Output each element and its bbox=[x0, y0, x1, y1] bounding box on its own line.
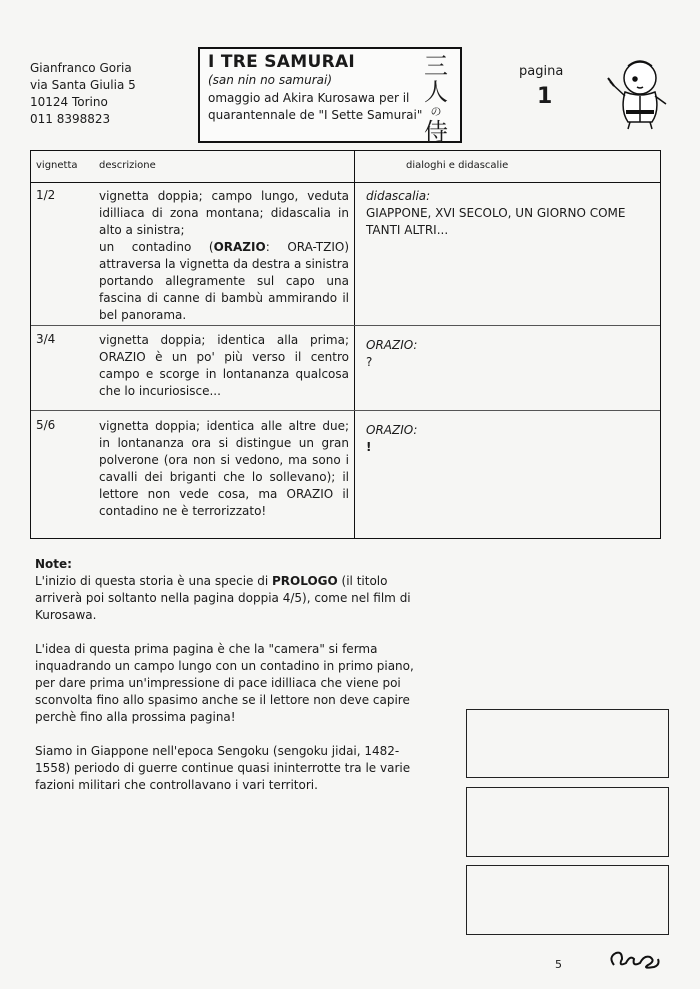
header-dialoghi: dialoghi e didascalie bbox=[406, 160, 509, 171]
notes-p1-a: L'inizio di questa storia è una specie di bbox=[35, 574, 272, 588]
script-table bbox=[30, 150, 661, 539]
row-dialog bbox=[366, 188, 651, 239]
notes-p1-bold: PROLOGO bbox=[272, 574, 338, 588]
row-vignetta: 1/2 bbox=[36, 188, 56, 202]
dialog-text: ! bbox=[366, 440, 372, 454]
row-vignetta: 5/6 bbox=[36, 418, 56, 432]
tribute-line-1: omaggio ad Akira Kurosawa per il bbox=[208, 91, 410, 105]
thumbnail-box-3 bbox=[466, 865, 669, 935]
table-row bbox=[31, 182, 660, 326]
author-city: 10124 Torino bbox=[30, 95, 108, 109]
row-dialog bbox=[366, 337, 651, 371]
row-description bbox=[99, 188, 349, 324]
author-block bbox=[30, 60, 136, 128]
footer-page-number: 5 bbox=[555, 958, 562, 971]
header-vignetta: vignetta bbox=[36, 160, 78, 171]
desc-part-c: : ORA-TZIO) attraversa la vignetta da destra a sinistra portando allegramente sul capo una fascina di canne di bambù ammirando il bel panorama. bbox=[99, 240, 350, 322]
author-street: via Santa Giulia 5 bbox=[30, 78, 136, 92]
desc-part-b: un contadino ( bbox=[99, 240, 214, 254]
kanji-char-4: 侍 bbox=[424, 118, 448, 146]
kanji-char-1: 三 bbox=[424, 52, 448, 80]
desc-part-a: vignetta doppia; campo lungo, veduta idilliaca di zona montana; didascalia in alto a sinistra; bbox=[99, 189, 349, 237]
kanji-char-2: 人 bbox=[424, 78, 448, 106]
notes-paragraph-1 bbox=[35, 573, 425, 624]
row-description: vignetta doppia; identica alle altre due; in lontananza ora si distingue un gran polverone (ora non si vedono, ma sono i cavalli dei briganti che lo sollevano); il lettore non vede cosa, ma ORAZIO il contadino ne è terrorizzato! bbox=[99, 419, 349, 518]
author-phone: 011 8398823 bbox=[30, 112, 111, 126]
row-description: vignetta doppia; identica alla prima; ORAZIO è un po' più verso il centro campo e scorge in lontananza qualcosa che lo incuriosisce... bbox=[99, 333, 349, 398]
story-title: I TRE SAMURAI bbox=[208, 52, 356, 72]
row-dialog bbox=[366, 422, 651, 456]
tribute-line-2: quarantennale de "I Sette Samurai" bbox=[208, 108, 423, 122]
desc-character-name: ORAZIO bbox=[213, 240, 266, 254]
thumbnail-box-1 bbox=[466, 709, 669, 778]
thumbnail-box-2 bbox=[466, 787, 669, 857]
kanji-title bbox=[422, 53, 450, 145]
kanji-char-3: の bbox=[430, 105, 442, 118]
dialog-label: ORAZIO: bbox=[366, 338, 418, 352]
notes-paragraph-3: Siamo in Giappone nell'epoca Sengoku (sengoku jidai, 1482-1558) periodo di guerre continue quasi ininterrotte tra le varie fazioni militari che controllavano i vari territori. bbox=[35, 744, 411, 792]
header-descrizione: descrizione bbox=[99, 160, 156, 171]
table-row bbox=[31, 325, 660, 411]
cartoon-character-logo bbox=[600, 52, 680, 132]
notes-heading: Note: bbox=[35, 557, 72, 571]
page-label: pagina bbox=[519, 64, 564, 79]
title-box bbox=[198, 47, 462, 146]
table-row bbox=[31, 410, 660, 538]
row-vignetta: 3/4 bbox=[36, 332, 56, 346]
notes-section bbox=[35, 556, 425, 811]
tribute-text bbox=[208, 90, 430, 124]
notes-paragraph-2: L'idea di questa prima pagina è che la "camera" si ferma inquadrando un campo lungo con un contadino in primo piano, per dare prima un'impressione di pace idilliaca che viene poi sconvolta fino allo spasimo anche se il lettore non deve capire perchè fino alla prossima pagina! bbox=[35, 642, 414, 724]
dialog-label: ORAZIO: bbox=[366, 423, 418, 437]
table-header bbox=[31, 151, 660, 183]
page-number: 1 bbox=[537, 84, 553, 109]
dialog-text: GIAPPONE, XVI SECOLO, UN GIORNO COME TANTI ALTRI... bbox=[366, 206, 626, 237]
dialog-text: ? bbox=[366, 355, 373, 369]
signature-logo bbox=[604, 945, 664, 975]
dialog-label: didascalia: bbox=[366, 189, 431, 203]
notes-p1-b: (il titolo arriverà poi soltanto nella pagina doppia 4/5), come nel film di Kurosawa. bbox=[35, 574, 411, 622]
author-name: Gianfranco Goria bbox=[30, 61, 132, 75]
story-subtitle: (san nin no samurai) bbox=[208, 73, 333, 87]
